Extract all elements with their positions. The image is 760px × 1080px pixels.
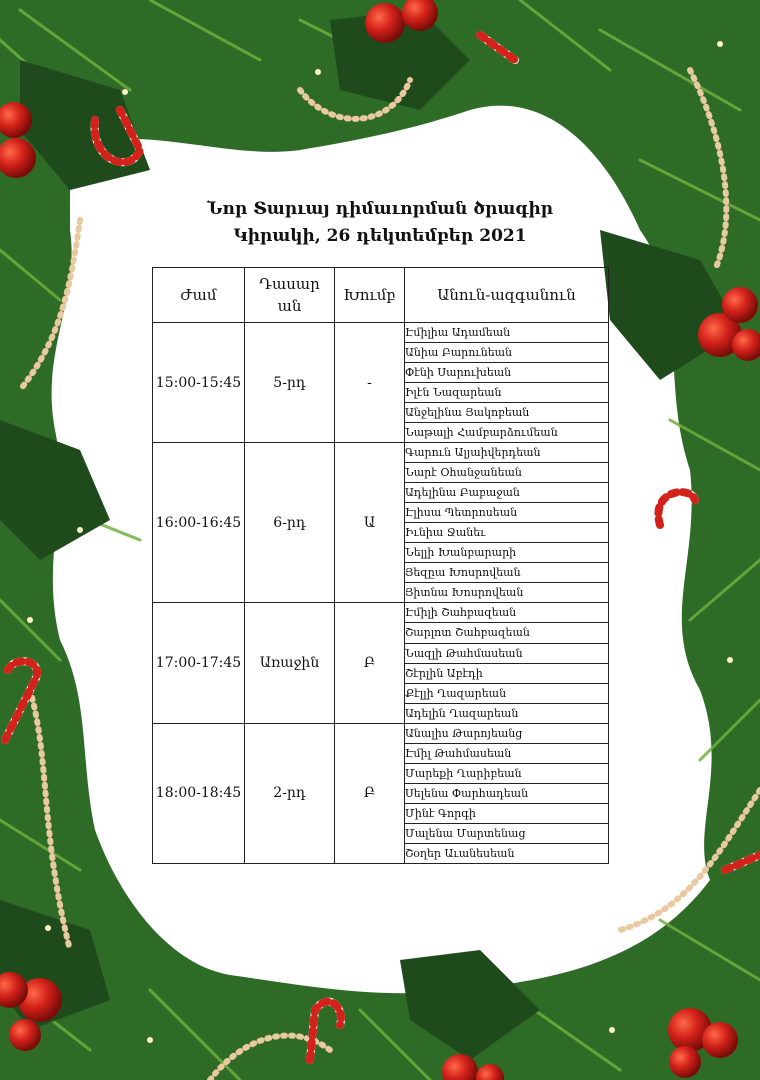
student-name-cell: Շօղեր Աւանեսեան: [405, 843, 609, 863]
student-name-cell: Մինէ Գորգի: [405, 803, 609, 823]
header-class-line1: Դասար: [259, 274, 320, 293]
session-group-cell: Բ: [335, 603, 405, 723]
student-name-cell: Նաթալի Համբարձումեան: [405, 423, 609, 443]
page-subtitle: Կիրակի, 26 դեկտեմբեր 2021: [233, 226, 527, 246]
session-class-cell: 6-րդ: [245, 443, 335, 603]
table-row: [153, 443, 609, 463]
student-name-cell: Յեզըա Խոսրովեան: [405, 563, 609, 583]
student-name-cell: Շէրլին Աբէդի: [405, 663, 609, 683]
student-name-cell: Էմիլիա Ադամեան: [405, 323, 609, 343]
student-name-cell: Շարլոտ Շահբազեան: [405, 623, 609, 643]
session-time-cell: 18:00-18:45: [153, 723, 245, 863]
student-name-cell: Գարուն Ալյաիվերդեան: [405, 443, 609, 463]
student-name-cell: Մալենա Մարտենաց: [405, 823, 609, 843]
student-name-cell: Էմիլ Թահմասեան: [405, 743, 609, 763]
student-name-cell: Ադելին Ղազարեան: [405, 703, 609, 723]
session-time-cell: 15:00-15:45: [153, 323, 245, 443]
session-time-cell: 16:00-16:45: [153, 443, 245, 603]
session-group-cell: Ա: [335, 443, 405, 603]
table-row: [153, 723, 609, 743]
header-class-line2: ան: [277, 297, 302, 315]
student-name-cell: Նազլի Թահմասեան: [405, 643, 609, 663]
header-name: Անուն-ազգանուն: [405, 268, 609, 323]
student-name-cell: Մարեքի Ղարիբեան: [405, 763, 609, 783]
session-time-cell: 17:00-17:45: [153, 603, 245, 723]
session-class-cell: 2-րդ: [245, 723, 335, 863]
header-class: [245, 268, 335, 323]
session-class-cell: 5-րդ: [245, 323, 335, 443]
student-name-cell: Սելենա Փարհադեան: [405, 783, 609, 803]
table-row: [153, 603, 609, 623]
student-name-cell: Յիտնա Խոսրովեան: [405, 583, 609, 603]
session-class-cell: Առաջին: [245, 603, 335, 723]
student-name-cell: Փէնի Սարուխեան: [405, 363, 609, 383]
student-name-cell: Նարէ Օհանջանեան: [405, 463, 609, 483]
schedule-table: [152, 267, 609, 864]
student-name-cell: Իլէն Նազարեան: [405, 383, 609, 403]
student-name-cell: Անալիս Թարոյեանց: [405, 723, 609, 743]
student-name-cell: Իւնիա Ջանեւ: [405, 523, 609, 543]
table-row: [153, 323, 609, 343]
student-name-cell: Անջելինա Յակոբեան: [405, 403, 609, 423]
page-title: Նոր Տարւայ դիմաւորման ծրագիր: [206, 199, 554, 219]
header-row: [153, 268, 609, 323]
student-name-cell: Նելլի Խանբարարի: [405, 543, 609, 563]
student-name-cell: Ադելինա Բաբաջան: [405, 483, 609, 503]
student-name-cell: Էմիլի Շահբազեան: [405, 603, 609, 623]
student-name-cell: Անիա Բարունեան: [405, 343, 609, 363]
student-name-cell: Էլիսա Պետրոսեան: [405, 503, 609, 523]
student-name-cell: Քէլլի Ղազարեան: [405, 683, 609, 703]
header-group: Խումբ: [335, 268, 405, 323]
header-time: Ժամ: [153, 268, 245, 323]
session-group-cell: -: [335, 323, 405, 443]
session-group-cell: Բ: [335, 723, 405, 863]
